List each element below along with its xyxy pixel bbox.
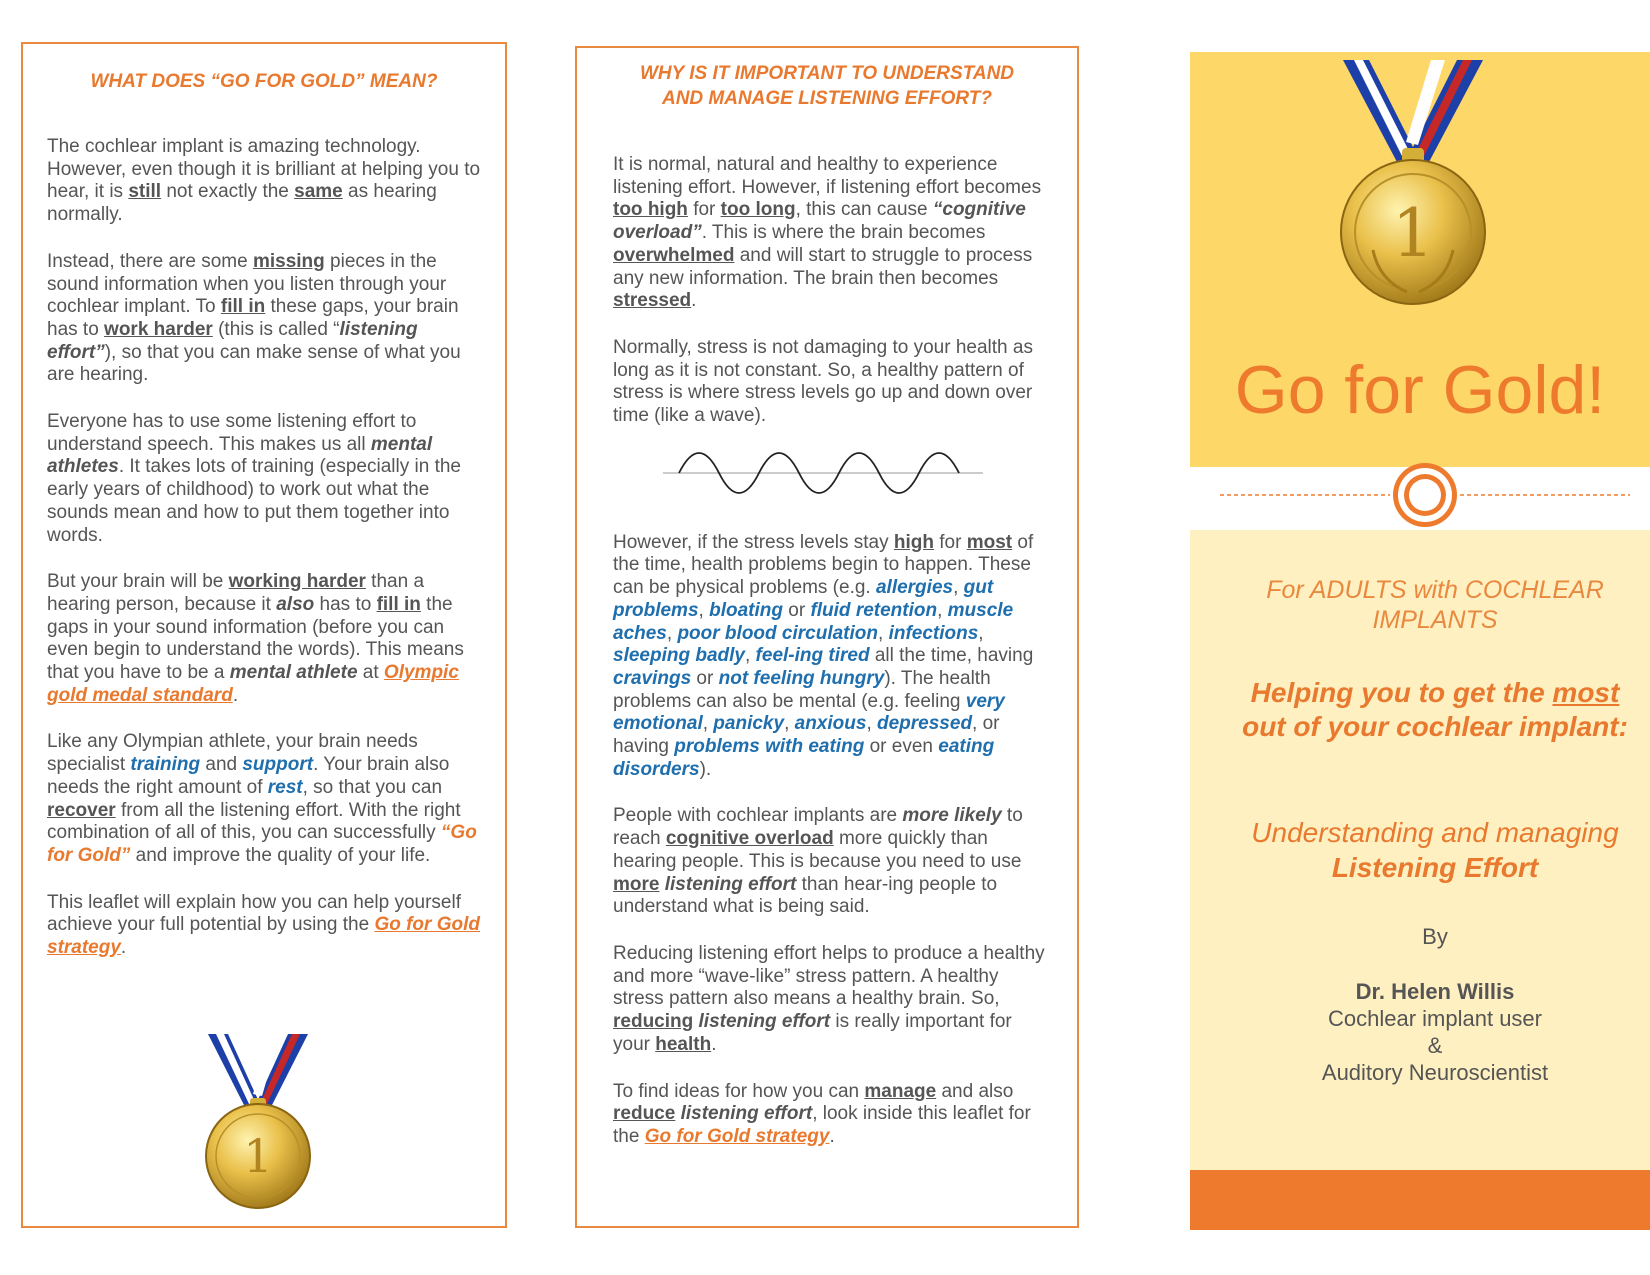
gold-medal-icon <box>1333 60 1493 310</box>
paragraph: The cochlear implant is amazing technology. However, even though it is brilliant at helping you to hear, it is still not exactly the same as hearing normally. <box>47 136 481 226</box>
author-role: Cochlear implant user <box>1328 1006 1542 1031</box>
gold-medal-icon <box>198 1034 318 1214</box>
paragraph: Normally, stress is not damaging to your health as long as it is not constant. So, a healthy pattern of stress is where stress levels go up and down over time (like a wave). <box>613 336 1033 427</box>
paragraph: People with cochlear implants are more likely to reach cognitive overload more quickly than hearing people. This is because you need to use more listening effort than hear-ing people to understand what is being said. <box>613 805 1023 918</box>
section-body <box>613 154 1053 1173</box>
paragraph: Reducing listening effort helps to produce a healthy and more “wave-like” stress pattern. A healthy stress pattern also means a healthy brain. So, reducing listening effort is really important for your health. <box>613 942 1045 1055</box>
audience-text: For ADULTS with COCHLEAR IMPLANTS <box>1266 576 1604 634</box>
by-label: By <box>1422 924 1448 949</box>
author-ampersand: & <box>1427 1033 1443 1058</box>
subject-text: Understanding and managing Listening Effort <box>1251 817 1619 883</box>
panel-what-does-go-for-gold-mean <box>21 42 507 1228</box>
go-for-gold-strategy-link[interactable]: Go for Gold strategy <box>47 914 480 959</box>
paragraph: This leaflet will explain how you can help yourself achieve your full potential by using the Go for Gold strategy. <box>47 891 480 959</box>
paragraph: But your brain will be working harder than a hearing person, because it also has to fill in the gaps in your sound information (before you can even begin to understand the words). This means that you have to be a mental athlete at Olympic gold medal standard. <box>47 571 464 706</box>
section-body <box>47 136 487 984</box>
go-for-gold-strategy-link[interactable]: Go for Gold strategy <box>644 1125 830 1147</box>
cover-orange-bar <box>1190 1170 1650 1230</box>
author-block <box>1230 978 1640 1086</box>
paragraph: Everyone has to use some listening effort to understand speech. This makes us all mental athletes. It takes lots of training (especially in the early years of childhood) to work out what the sounds mean and how to put them together into words. <box>47 411 461 546</box>
wave-icon <box>663 438 993 508</box>
paragraph: Like any Olympian athlete, your brain needs specialist training and support. Your brain also needs the right amount of rest, so that you can recover from all the listening effort. With the right combination of all of this, you can successfully “Go for Gold” and improve the quality of your life. <box>47 731 477 866</box>
stress-wave-diagram <box>613 438 1053 508</box>
cover-title: Go for Gold! <box>1234 352 1606 428</box>
helping-text: Helping you to get the most out of your cochlear implant: <box>1242 677 1628 742</box>
olympic-standard-link[interactable]: Olympic gold medal standard <box>47 662 459 706</box>
author-role: Auditory Neuroscientist <box>1321 1060 1549 1085</box>
medal-numeral: 1 <box>243 1129 273 1183</box>
target-divider-icon <box>1215 462 1635 532</box>
paragraph: Instead, there are some missing pieces in the sound information when you listen through your cochlear implant. To fill in these gaps, your brain has to work harder (this is called “listening effort”), so that you can make sense of what you are hearing. <box>47 250 461 386</box>
author-name: Dr. Helen Willis <box>1355 979 1515 1004</box>
section-heading: WHY IS IT IMPORTANT TO UNDERSTAND AND MANAGE LISTENING EFFORT? <box>639 63 1015 109</box>
section-heading: WHAT DOES “GO FOR GOLD” MEAN? <box>90 71 438 92</box>
panel-why-important <box>575 46 1079 1228</box>
paragraph: To find ideas for how you can manage and also reduce listening effort, look inside this leaflet for the Go for Gold strategy. <box>613 1080 1031 1147</box>
paragraph: However, if the stress levels stay high for most of the time, health problems begin to happen. These can be physical problems (e.g. allergies, gut problems, bloating or fluid retention, muscle aches, poor blood circulation, infections, sleeping badly, feel-ing tired all the time, having cravings or not feeling hungry). The health problems can also be mental (e.g. feeling very emotional, panicky, anxious, depressed, or having problems with eating or even eating disorders). <box>613 531 1034 780</box>
paragraph: It is normal, natural and healthy to experience listening effort. However, if listening effort becomes too high for too long, this can cause “cognitive overload”. This is where the brain becomes overwhelmed and will start to struggle to process any new information. The brain then becomes stressed. <box>613 154 1042 312</box>
medal-numeral: 1 <box>1392 195 1434 272</box>
